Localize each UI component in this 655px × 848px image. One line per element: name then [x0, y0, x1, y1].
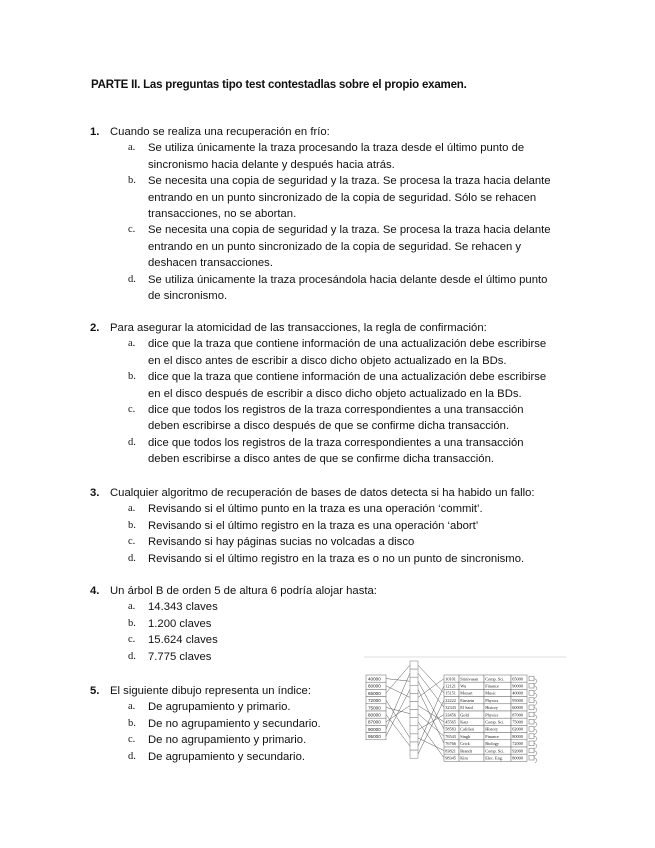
record-cell-text: 62000	[512, 726, 523, 732]
bucket-cell	[410, 750, 418, 758]
index-key-label: 40000	[368, 676, 381, 682]
next-pointer-cell	[529, 683, 534, 688]
bucket-cell	[410, 677, 418, 685]
option-text-line: sincronismo hacia delante y después hacia atrás.	[148, 158, 395, 171]
option-text-line: en el disco después de escribir a disco dicho objeto actualizado en la BDs.	[148, 387, 522, 400]
record-cell-text: 72000	[512, 741, 523, 747]
record-cell-text: 83821	[445, 748, 456, 754]
option-text-line: dice que todos los registros de la traza correspondientes a una transacción	[148, 404, 524, 417]
record-cell-text: 12121	[445, 683, 456, 689]
record-cell-text: 90000	[512, 683, 523, 689]
record-cell-text: Physics	[485, 712, 499, 718]
record-cell-text: 75000	[512, 719, 523, 725]
next-pointer-cell	[529, 691, 534, 696]
option-text-line: Se necesita una copia de seguridad y la traza. Se procesa la traza hacia delante	[148, 175, 551, 188]
option-text-line: transacciones, no se abortan.	[148, 208, 297, 221]
option-text-line: en el disco antes de escribir a disco dicho objeto actualizado en la BDs.	[148, 354, 507, 367]
question-text: Cuando se realiza una recuperación en frío:	[110, 126, 330, 138]
option-letter: b.	[128, 371, 136, 383]
option-text	[148, 632, 570, 648]
bucket-cell	[410, 710, 418, 718]
question-number: 2.	[90, 322, 100, 334]
record-cell-text: 10101	[445, 676, 456, 682]
record-cell-text: Finance	[485, 733, 499, 739]
option-text	[148, 599, 570, 615]
index-key-label: 90000	[368, 726, 381, 732]
record-cell-text: 32343	[445, 705, 456, 711]
index-key-label: 75000	[368, 705, 381, 711]
option-letter: d.	[128, 650, 136, 662]
option-letter: b.	[128, 617, 136, 629]
record-cell-text: Kim	[460, 755, 468, 761]
option-text-line: entrando en un punto sincronizado de la copia de seguridad. Sólo se rehacen	[148, 191, 537, 204]
index-key-label: 60000	[368, 683, 381, 689]
option-text-line: Se utiliza únicamente la traza procesándola hacia delante desde el último punto	[148, 273, 548, 286]
index-key-label: 65000	[368, 690, 381, 696]
bucket-cell	[410, 685, 418, 693]
question-number: 4.	[90, 585, 100, 597]
option-text	[148, 369, 570, 402]
option-text-line: 7.775 claves	[148, 650, 212, 663]
option-a	[128, 336, 570, 369]
option-text	[148, 534, 570, 550]
bucket-cell	[410, 726, 418, 734]
option-letter: c.	[128, 404, 136, 416]
option-text	[148, 518, 570, 534]
option-a	[128, 140, 570, 173]
next-pointer-cell	[529, 698, 534, 703]
option-text-line: Revisando si el último registro en la traza es una operación ‘abort’	[148, 519, 479, 532]
index-key-label: 87000	[368, 719, 381, 725]
option-list	[128, 140, 570, 304]
record-cell-text: 58583	[445, 726, 456, 732]
option-text	[148, 435, 570, 468]
next-pointer-cell	[529, 719, 534, 724]
record-cell-text: 76766	[445, 741, 456, 747]
option-b	[128, 369, 570, 402]
record-cell-text: 76543	[445, 733, 456, 739]
option-letter: a.	[128, 142, 136, 154]
record-cell-text: Finance	[485, 683, 499, 689]
next-pointer-cell	[529, 748, 534, 753]
option-b	[128, 616, 570, 632]
option-letter: a.	[128, 601, 136, 613]
bucket-cell	[410, 661, 418, 669]
index-key-label: 72000	[368, 698, 381, 704]
option-text-line: Se necesita una copia de seguridad y la traza. Se procesa la traza hacia delante	[148, 224, 551, 237]
bucket-cell	[410, 718, 418, 726]
question-text: Un árbol B de orden 5 de altura 6 podría alojar hasta:	[110, 585, 377, 597]
option-text	[148, 616, 570, 632]
record-cell-text: Califieri	[460, 726, 475, 732]
bucket-cell	[410, 693, 418, 701]
record-cell-text: 40000	[512, 690, 523, 696]
bucket-cell	[410, 742, 418, 750]
record-cell-text: Brandt	[460, 748, 472, 754]
question-number: 1.	[90, 126, 100, 138]
bucket-cell	[410, 734, 418, 742]
option-d	[128, 435, 570, 468]
record-cell-text: Music	[485, 690, 496, 696]
next-pointer-cell	[529, 727, 534, 732]
next-pointer-cell	[529, 705, 534, 710]
question-stem	[90, 320, 570, 336]
option-text-line: deshacen transacciones.	[148, 257, 273, 270]
question-3	[90, 485, 570, 567]
option-text	[148, 272, 570, 305]
record-cell-text: History	[485, 726, 499, 732]
option-text-line: entrando en un punto sincronizado de la copia de seguridad. Se rehacen y	[148, 240, 522, 253]
option-text	[148, 173, 570, 222]
record-cell-text: 22222	[445, 697, 456, 703]
option-text-line: De no agrupamiento y secundario.	[148, 717, 321, 730]
option-d	[128, 272, 570, 305]
record-cell-text: Comp. Sci.	[485, 719, 505, 725]
option-text-line: dice que todos los registros de la traza correspondientes a una transacción	[148, 436, 524, 449]
option-text	[148, 336, 570, 369]
option-letter: c.	[128, 634, 136, 646]
option-text-line: de sincronismo.	[148, 290, 228, 303]
option-letter: c.	[128, 734, 136, 746]
record-cell-text: El Said	[460, 705, 473, 711]
section-title: PARTE II. Las preguntas tipo test contestadlas sobre el propio examen.	[91, 79, 467, 91]
option-text-line: deben escribirse a disco antes de que se confirme dicha transacción.	[148, 453, 495, 466]
option-letter: c.	[128, 224, 136, 236]
option-a	[128, 501, 570, 517]
question-number: 3.	[90, 487, 100, 499]
record-cell-text: 65000	[512, 676, 523, 682]
question-number: 5.	[90, 685, 100, 697]
option-letter: a.	[128, 701, 136, 713]
record-cell-text: 80000	[512, 755, 523, 761]
option-letter: b.	[128, 175, 136, 187]
option-letter: b.	[128, 519, 136, 531]
option-list	[128, 336, 570, 467]
option-c	[128, 402, 570, 435]
option-text-line: dice que la traza que contiene información de una actualización debe escribirse	[148, 338, 547, 351]
record-cell-text: Crick	[460, 741, 470, 747]
option-text	[148, 140, 570, 173]
record-cell-text: Srinivasan	[460, 676, 479, 682]
record-cell-text: 80000	[512, 733, 523, 739]
record-cell-text: Singh	[460, 733, 471, 739]
index-key-label: 95000	[368, 734, 381, 740]
option-text-line: 1.200 claves	[148, 617, 212, 630]
option-c	[128, 632, 570, 648]
bucket-cell	[410, 702, 418, 710]
option-letter: b.	[128, 717, 136, 729]
option-letter: d.	[128, 552, 136, 564]
next-pointer-cell	[529, 755, 534, 760]
question-text: Cualquier algoritmo de recuperación de bases de datos detecta si ha habido un fallo:	[110, 487, 535, 499]
option-text-line: De agrupamiento y primario.	[148, 701, 291, 714]
record-cell-text: History	[485, 705, 499, 711]
option-c	[128, 222, 570, 271]
record-cell-text: Wu	[460, 683, 467, 689]
question-stem	[90, 583, 570, 599]
option-text-line: De agrupamiento y secundario.	[148, 750, 305, 763]
record-cell-text: Einstein	[460, 697, 475, 703]
record-cell-text: Comp. Sci.	[485, 676, 505, 682]
option-text-line: Revisando si hay páginas sucias no volcadas a disco	[148, 536, 415, 549]
next-pointer-cell	[529, 741, 534, 746]
record-cell-text: Physics	[485, 697, 499, 703]
record-cell-text: 92000	[512, 748, 523, 754]
record-cell-text: Biology	[485, 741, 500, 747]
record-cell-text: 60000	[512, 705, 523, 711]
next-pointer-cell	[529, 676, 534, 681]
option-letter: a.	[128, 338, 136, 350]
option-letter: a.	[128, 503, 136, 515]
index-key-column	[366, 675, 386, 740]
question-1	[90, 124, 570, 304]
index-key-label: 80000	[368, 712, 381, 718]
record-cell-text: 45565	[445, 719, 456, 725]
option-text-line: deben escribirse a disco después de que se confirme dicha transacción.	[148, 420, 510, 433]
question-text: Para asegurar la atomicidad de las transacciones, la regla de confirmación:	[110, 322, 487, 334]
option-list	[128, 501, 570, 567]
option-c	[128, 534, 570, 550]
option-letter: d.	[128, 273, 136, 285]
question-4	[90, 583, 570, 665]
record-cell-text: 15151	[445, 690, 456, 696]
question-stem	[90, 124, 570, 140]
option-text	[148, 222, 570, 271]
option-text-line: Revisando si el último punto en la traza es una operación ‘commit’.	[148, 503, 483, 516]
record-cell-text: Katz	[460, 719, 469, 725]
record-cell-text: Gold	[460, 712, 469, 718]
record-cell-text: 98345	[445, 755, 456, 761]
option-b	[128, 173, 570, 222]
option-d	[128, 551, 570, 567]
question-stem	[90, 485, 570, 501]
option-text-line: 15.624 claves	[148, 634, 218, 647]
next-pointer-cell	[529, 734, 534, 739]
next-pointer-cell	[529, 712, 534, 717]
record-cell-text: 95000	[512, 697, 523, 703]
option-letter: c.	[128, 536, 136, 548]
record-cell-text: Elec. Eng.	[485, 755, 503, 761]
option-a	[128, 599, 570, 615]
option-text-line: dice que la traza que contiene información de una actualización debe escribirse	[148, 371, 547, 384]
option-b	[128, 518, 570, 534]
option-letter: d.	[128, 750, 136, 762]
record-cell-text: 87000	[512, 712, 523, 718]
option-text-line: Se utiliza únicamente la traza procesando la traza desde el último punto de	[148, 142, 525, 155]
option-letter: d.	[128, 436, 136, 448]
bucket-cell	[410, 669, 418, 677]
option-text	[148, 402, 570, 435]
option-text	[148, 501, 570, 517]
record-cell-text: Mozart	[460, 690, 473, 696]
record-cell-text: Comp. Sci.	[485, 748, 505, 754]
question-text: El siguiente dibujo representa un índice:	[110, 685, 311, 697]
secondary-index-figure	[364, 655, 566, 763]
option-text	[148, 551, 570, 567]
question-2	[90, 320, 570, 468]
option-text-line: 14.343 claves	[148, 601, 218, 614]
option-text-line: De no agrupamiento y primario.	[148, 734, 307, 747]
option-text-line: Revisando si el último registro en la traza es o no un punto de sincronismo.	[148, 552, 525, 565]
record-cell-text: 33456	[445, 712, 456, 718]
